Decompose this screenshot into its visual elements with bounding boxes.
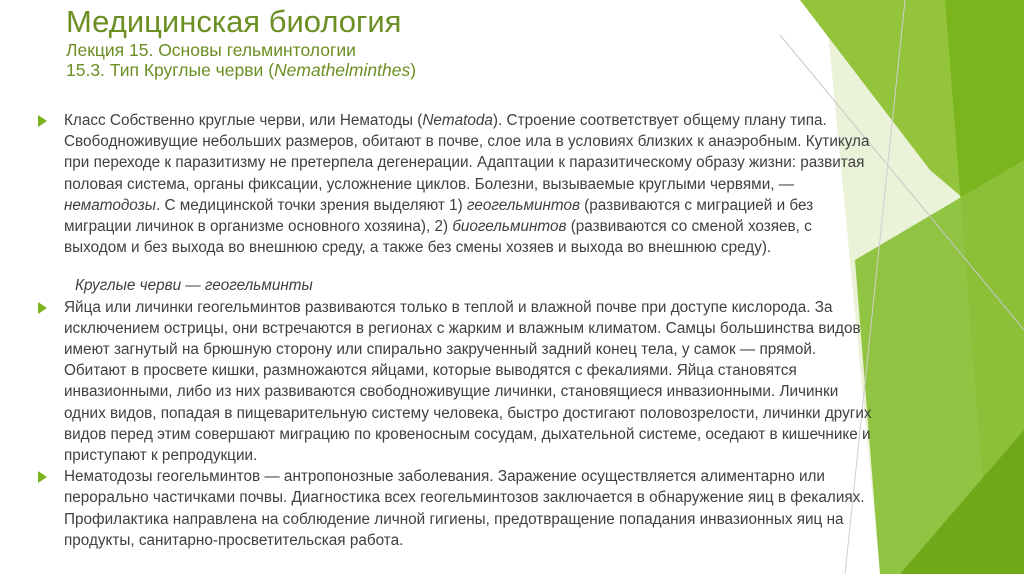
- b1-em-biohelminths: биогельминтов: [452, 218, 567, 236]
- b1-text-5: (развиваются со сменой хозяев, с выходом и без выхода во внешнюю среду, а также без смены хозяев и выхода во внешнюю среду).: [64, 218, 812, 257]
- b2-text: Яйца или личинки геогельминтов развиваются только в теплой и влажной почве при доступе кислорода. За исключением острицы, они встречаются в регионах с жарким и влажным климатом. Самцы большинства видов имеют загнутый на брюшную сторону или спирально закрученный задний конец тела, у самок — прямой. Обитают в просвете кишки, размножаются яйцами, которые выводятся с фекалиями. Яйца становятся инвазионными, либо из них развиваются свободноживущие личинки, становящиеся инвазионными. Личинки одних видов, попадая в пищеварительную систему человека, быстро достигают половозрелости, личинки других видов перед этим совершают миграцию по кровеносным сосудам, дыхательной системе, оседают в кишечнике и приступают к репродукции.: [64, 298, 872, 465]
- b1-text-1: Класс Собственно круглые черви, или Нематоды (: [64, 112, 423, 129]
- b1-em-geohelminths: геогельминтов: [467, 196, 580, 214]
- slide-title: [66, 4, 806, 80]
- slide-content: [38, 110, 876, 551]
- bullet-item-eggs-larvae: [38, 297, 876, 467]
- bullet-item-nematodoses: [38, 466, 876, 551]
- title-section-prefix: 15.3. Тип Круглые черви (: [66, 59, 275, 80]
- triangle-bullet-icon: [38, 471, 47, 483]
- title-section-suffix: ): [410, 59, 417, 80]
- title-section-latin: Nemathelminthes: [274, 59, 411, 80]
- title-main: Медицинская биология: [66, 4, 402, 39]
- title-section: [66, 60, 806, 80]
- title-lecture: Лекция 15. Основы гельминтологии: [66, 39, 356, 60]
- b1-text-3: . С медицинской точки зрения выделяют 1): [155, 196, 468, 214]
- triangle-bullet-icon: [38, 115, 47, 127]
- b1-em-nematodozy: нематодозы: [64, 196, 156, 214]
- subheading-geohelminths: Круглые черви — геогельминты: [75, 277, 313, 295]
- b1-text-2: ). Строение соответствует общему плану типа. Свободноживущие небольших размеров, обитают в почве, слое ила в условиях близких к анаэробным. Кутикула при переходе к паразитизму не претерпела дегенерации. Адаптации к паразитическому образу жизни: развитая половая система, органы фиксации, усложнение циклов. Болезни, вызываемые круглыми червями, —: [64, 112, 870, 193]
- triangle-bullet-icon: [38, 302, 47, 314]
- b1-latin: Nematoda: [422, 112, 493, 129]
- b3-text: Нематодозы геогельминтов — антропонозные заболевания. Заражение осуществляется алиментарно или перорально частичками почвы. Диагностика всех геогельминтозов заключается в обнаружение яиц в фекалиях. Профилактика направлена на соблюдение личной гигиены, предотвращение попадания инвазионных яиц на продукты, санитарно-просветительская работа.: [64, 468, 865, 549]
- bullet-item-nematoda: [38, 110, 876, 258]
- b1-text-4: (развиваются с миграцией и без миграции личинок в организме основного хозяина), 2): [64, 196, 814, 236]
